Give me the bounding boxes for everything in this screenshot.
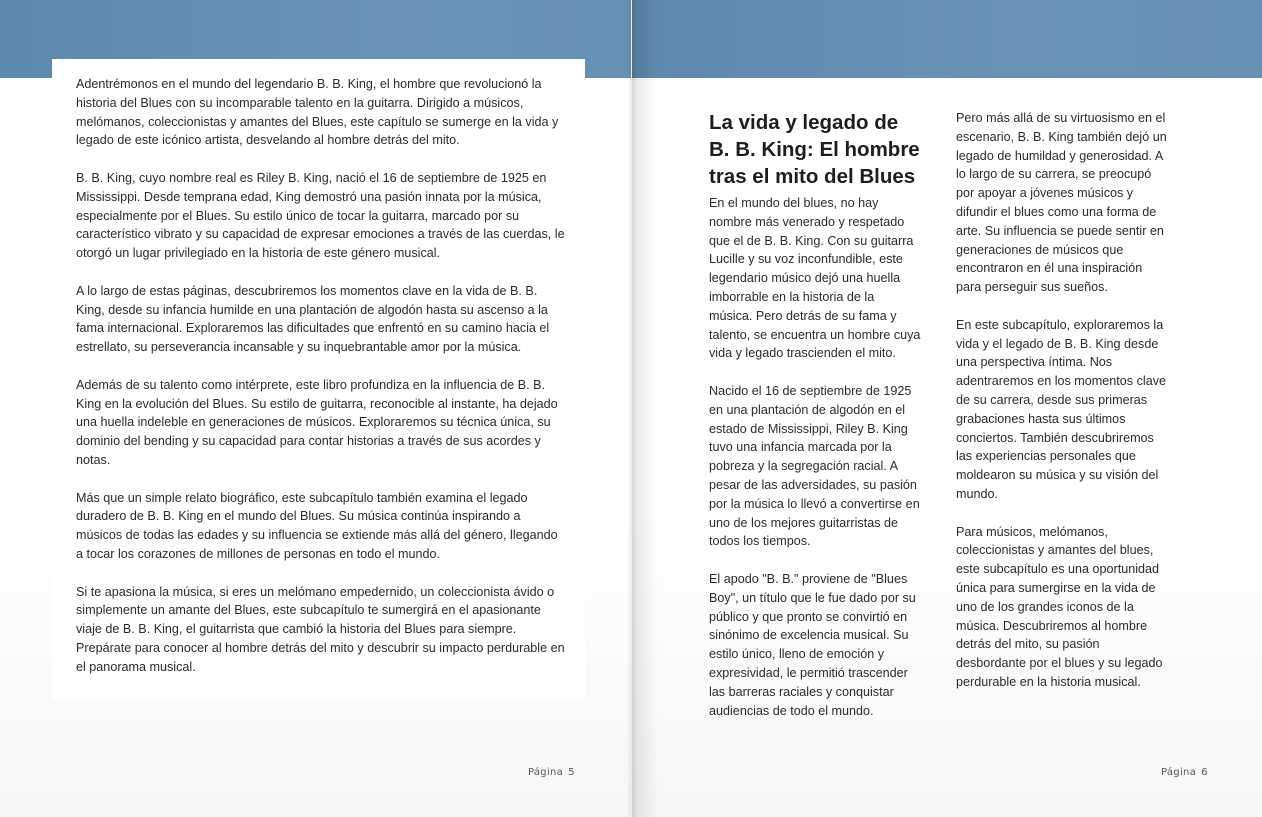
spine-gutter [627,0,637,817]
chapter-heading: La vida y legado de B. B. King: El hombre tras el mito del Blues [709,111,920,188]
page-label: Página [528,767,564,778]
text-column-two [956,109,1168,711]
page-label: Página [1161,767,1197,778]
page-number [1161,767,1208,778]
text-column-one [709,109,921,739]
paragraph: En el mundo del blues, no hay nombre más venerado y respetado que el de B. B. King. Con su guitarra Lucille y su voz inconfundible, este legendario músico dejó una huella imborrable en la historia de la música. Pero detrás de su fama y talento, se encuentra un hombre cuya vida y legado trascienden el mito. [709,196,921,361]
page-number-value: 6 [1201,767,1208,778]
page-number-value: 5 [568,767,575,778]
paragraph: En este subcapítulo, exploraremos la vida y el legado de B. B. King desde una perspectiva íntima. Nos adentraremos en los momentos clave de su carrera, desde sus primeras grabaciones hasta sus últimos conciertos. También descubriremos las experiencias personales que moldearon su música y su visión del mundo. [956,317,1166,501]
paragraph: Si te apasiona la música, si eres un melómano empedernido, un coleccionista ávido o simplemente un amante del Blues, este subcapítulo te sumergirá en el apasionante viaje de B. B. King, el guitarrista que cambió la historia del Blues para siempre. Prepárate para conocer al hombre detrás del mito y descubrir su impacto perdurable en el panorama musical. [76,584,565,674]
paragraph: El apodo "B. B." proviene de "Blues Boy", un título que le fue dado por su público y que pronto se convirtió en sinónimo de excelencia musical. Su estilo único, lleno de emoción y expresividad, le permitió trascender las barreras raciales y conquistar audiencias de todo el mundo. [709,571,916,718]
paragraph: Además de su talento como intérprete, este libro profundiza en la influencia de B. B. King en la evolución del Blues. Su estilo de guitarra, reconocible al instante, ha dejado una huella indeleble en generaciones de músicos. Exploraremos su técnica única, su dominio del bending y su capacidad para contar historias a través de sus acordes y notas. [76,377,558,467]
paragraph: Adentrémonos en el mundo del legendario B. B. King, el hombre que revolucionó la historia del Blues con su incomparable talento en la guitarra. Dirigido a músicos, melómanos, coleccionistas y amantes del Blues, este capítulo se sumerge en la vida y legado de este icónico artista, desvelando al hombre detrás del mito. [76,77,559,148]
paragraph: Pero más allá de su virtuosismo en el escenario, B. B. King también dejó un legado de humildad y generosidad. A lo largo de su carrera, se preocupó por apoyar a jóvenes músicos y difundir el blues como una forma de arte. Su influencia se puede sentir en generaciones de músicos que encontraron en él una inspiración para perseguir sus sueños. [956,111,1167,295]
paragraph: B. B. King, cuyo nombre real es Riley B. King, nació el 16 de septiembre de 1925 en Mississippi. Desde temprana edad, King demostró una pasión innata por la música, especialmente por el Blues. Su estilo único de tocar la guitarra, marcado por su característico vibrato y su capacidad de expresar emociones a través de las cuerdas, le otorgó un lugar privilegiado en la historia de este género musical. [76,170,565,261]
header-band [632,0,1262,78]
page-number [528,767,575,778]
paragraph: Más que un simple relato biográfico, este subcapítulo también examina el legado duradero de B. B. King en el mundo del Blues. Su música continúa inspirando a músicos de todas las edades y su influencia se extiende más allá del género, llegando a tocar los corazones de millones de personas en todo el mundo. [76,490,558,561]
paragraph: Nacido el 16 de septiembre de 1925 en una plantación de algodón en el estado de Mississippi, Riley B. King tuvo una infancia marcada por la pobreza y la segregación racial. A pesar de las adversidades, su pasión por la música lo llevó a convertirse en uno de los mejores guitarristas de todos los tiempos. [709,383,920,549]
right-page [632,0,1262,817]
intro-text [76,75,568,695]
paragraph: Para músicos, melómanos, coleccionistas y amantes del blues, este subcapítulo es una oportunidad única para sumergirse en la vida de uno de los grandes iconos de la música. Descubriremos al hombre detrás del mito, su pasión desbordante por el blues y su legado perdurable en la historia musical. [956,524,1163,689]
paragraph: A lo largo de estas páginas, descubriremos los momentos clave en la vida de B. B. King, desde su infancia humilde en una plantación de algodón hasta su ascenso a la fama internacional. Exploraremos las dificultades que enfrentó en su camino hacia el estrellato, su perseverancia incansable y su inquebrantable amor por la música. [76,283,550,355]
